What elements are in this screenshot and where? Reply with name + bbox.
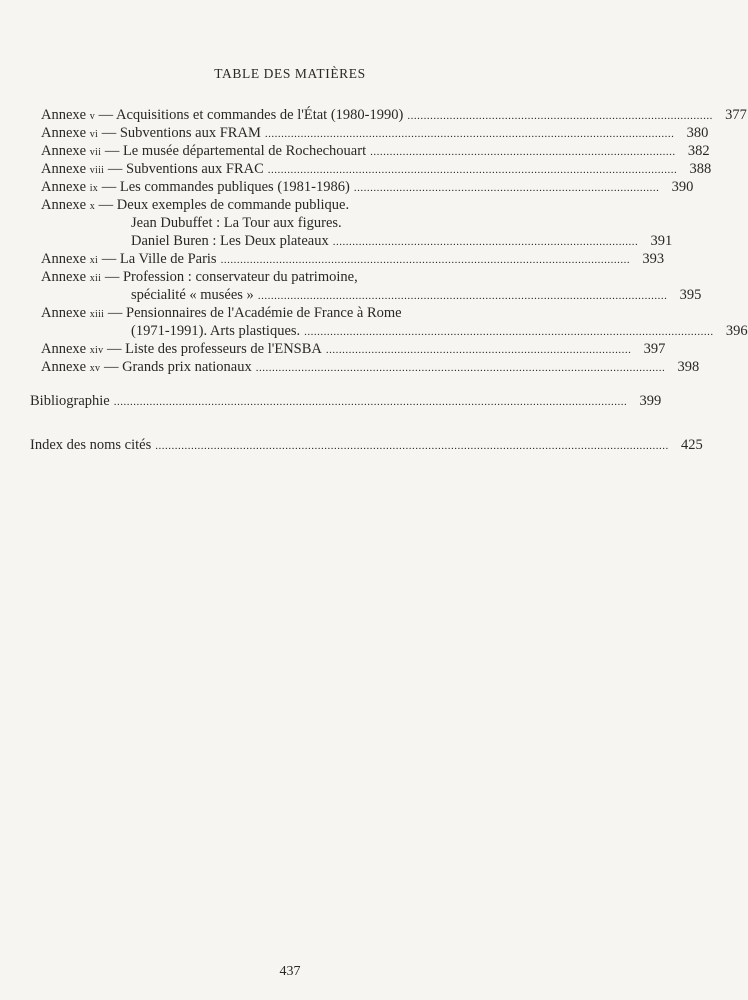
leader-dots: .............................................................................................. bbox=[407, 110, 713, 122]
leader-dots: .............................................................................................................................. bbox=[220, 254, 631, 266]
toc-entry-annexe-x[interactable] bbox=[131, 232, 673, 250]
toc-page-number: 382 bbox=[687, 143, 710, 159]
page-number: 437 bbox=[279, 964, 301, 979]
toc-entry-label: Annexe v — Acquisitions et commandes de l'État (1980-1990) bbox=[41, 107, 404, 123]
leader-dots: .............................................................................................. bbox=[370, 146, 676, 158]
toc-page-number: 396 bbox=[725, 323, 748, 339]
toc-page-number: 425 bbox=[680, 437, 703, 453]
toc-entry-index[interactable] bbox=[30, 436, 703, 454]
leader-dots: .............................................................................................................................. bbox=[255, 362, 666, 374]
toc-entry-annexe-xv[interactable] bbox=[41, 358, 700, 376]
toc-page-number: 390 bbox=[671, 179, 694, 195]
leader-dots: .............................................................................................. bbox=[353, 182, 660, 194]
leader-dots: .............................................................................................. bbox=[325, 344, 632, 356]
leader-dots: .............................................................................................................................. bbox=[304, 326, 714, 338]
toc-page-number: 380 bbox=[686, 125, 709, 141]
toc-entry-label: Index des noms cités bbox=[30, 437, 152, 453]
leader-dots: .............................................................................................................................. bbox=[267, 164, 678, 176]
toc-entry-label: Daniel Buren : Les Deux plateaux bbox=[131, 233, 329, 249]
toc-page-number: 398 bbox=[677, 359, 700, 375]
toc-entry-label: (1971-1991). Arts plastiques. bbox=[131, 323, 301, 339]
toc-entry-bibliography[interactable] bbox=[30, 392, 662, 410]
toc-entry-subline: Jean Dubuffet : La Tour aux figures. bbox=[131, 215, 342, 231]
leader-dots: .............................................................................................................................................................. bbox=[113, 396, 628, 408]
toc-page-number: 397 bbox=[643, 341, 666, 357]
toc-entry-label: spécialité « musées » bbox=[131, 287, 254, 303]
toc-entry-annexe-x-heading[interactable]: Annexe x — Deux exemples de commande publique. bbox=[41, 197, 350, 213]
toc-entry-label: Annexe xv — Grands prix nationaux bbox=[41, 359, 252, 375]
toc-entry-label: Annexe viii — Subventions aux FRAC bbox=[41, 161, 264, 177]
toc-entry-label: Bibliographie bbox=[30, 393, 110, 409]
toc-entry-label: Annexe ix — Les commandes publiques (1981-1986) bbox=[41, 179, 350, 195]
toc-page-number: 391 bbox=[650, 233, 673, 249]
toc-entry-annexe-viii[interactable] bbox=[41, 160, 712, 178]
toc-entry-annexe-xiv[interactable] bbox=[41, 340, 666, 358]
toc-entry-annexe-v[interactable] bbox=[41, 106, 747, 124]
toc-entry-label: Annexe xi — La Ville de Paris bbox=[41, 251, 217, 267]
leader-dots: .............................................................................................................................................................. bbox=[155, 440, 669, 452]
toc-entry-annexe-vi[interactable] bbox=[41, 124, 709, 142]
toc-entry-annexe-xiii[interactable] bbox=[131, 322, 748, 340]
leader-dots: .............................................................................................. bbox=[332, 236, 639, 248]
leader-dots: .............................................................................................................................. bbox=[264, 128, 675, 140]
toc-page-number: 377 bbox=[725, 107, 747, 123]
toc-entry-annexe-xiii-heading[interactable]: Annexe xiii — Pensionnaires de l'Académie de France à Rome bbox=[41, 305, 402, 321]
toc-entry-annexe-xii[interactable] bbox=[131, 286, 702, 304]
toc-entry-label: Annexe vii — Le musée départemental de Rochechouart bbox=[41, 143, 367, 159]
toc-entry-label: Annexe vi — Subventions aux FRAM bbox=[41, 125, 261, 141]
leader-dots: .............................................................................................................................. bbox=[257, 290, 668, 302]
toc-page-number: 399 bbox=[639, 393, 662, 409]
toc-entry-label: Annexe xiv — Liste des professeurs de l'ENSBA bbox=[41, 341, 322, 357]
toc-entry-annexe-vii[interactable] bbox=[41, 142, 710, 160]
toc-entry-annexe-xi[interactable] bbox=[41, 250, 665, 268]
toc-entry-annexe-ix[interactable] bbox=[41, 178, 694, 196]
toc-page-number: 388 bbox=[689, 161, 712, 177]
toc-entry-annexe-xii-heading[interactable]: Annexe xii — Profession : conservateur du patrimoine, bbox=[41, 269, 358, 285]
toc-page-number: 393 bbox=[642, 251, 665, 267]
toc-page-number: 395 bbox=[679, 287, 702, 303]
page-title: TABLE DES MATIÈRES bbox=[214, 66, 366, 81]
